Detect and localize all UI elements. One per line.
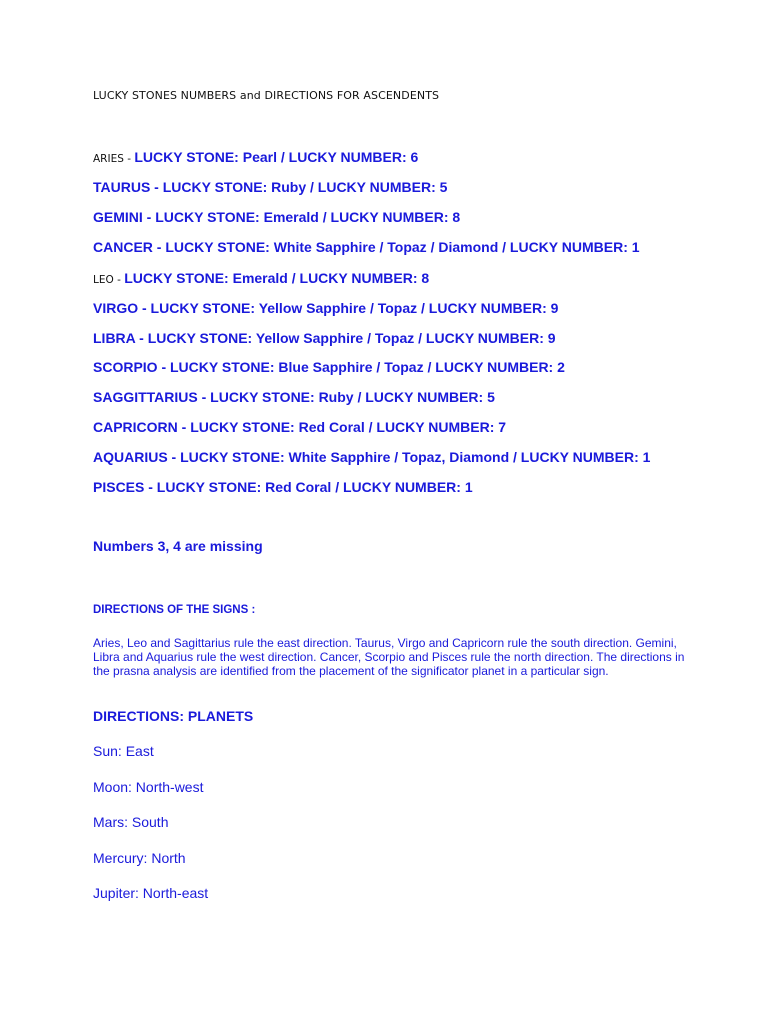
sign-text: SAGGITTARIUS - LUCKY STONE: Ruby / LUCKY NUMBER: 5 (93, 389, 495, 405)
sign-line-pisces (93, 479, 473, 495)
document-title: LUCKY STONES NUMBERS and DIRECTIONS FOR ASCENDENTS (93, 89, 440, 102)
sign-line-sagittarius (93, 389, 495, 405)
directions-paragraph: Aries, Leo and Sagittarius rule the east direction. Taurus, Virgo and Capricorn rule the south direction. Gemini, Libra and Aquarius rule the west direction. Cancer, Scorpio and Pisces rule the north direction. The directions in the prasna analysis are identified from the placement of the significator planet in a particular sign. (93, 636, 685, 678)
missing-numbers-note: Numbers 3, 4 are missing (93, 538, 263, 554)
sign-line-taurus (93, 179, 447, 195)
sign-line-capricorn (93, 419, 506, 435)
sign-line-gemini (93, 209, 460, 225)
sign-text: CANCER - LUCKY STONE: White Sapphire / Topaz / Diamond / LUCKY NUMBER: 1 (93, 239, 640, 255)
sign-text: LUCKY STONE: Pearl / LUCKY NUMBER: 6 (134, 149, 419, 165)
sign-text: VIRGO - LUCKY STONE: Yellow Sapphire / Topaz / LUCKY NUMBER: 9 (93, 300, 559, 316)
sign-line-scorpio (93, 359, 565, 375)
sign-line-aquarius (93, 449, 650, 465)
sign-text: AQUARIUS - LUCKY STONE: White Sapphire / Topaz, Diamond / LUCKY NUMBER: 1 (93, 449, 651, 465)
sign-line-aries (93, 149, 418, 165)
sign-prefix: ARIES - (93, 153, 135, 165)
sign-text: LUCKY STONE: Emerald / LUCKY NUMBER: 8 (124, 270, 430, 286)
planet-direction-moon: Moon: North-west (93, 779, 204, 795)
sign-text: PISCES - LUCKY STONE: Red Coral / LUCKY NUMBER: 1 (93, 479, 473, 495)
planets-heading: DIRECTIONS: PLANETS (93, 708, 254, 724)
directions-heading: DIRECTIONS OF THE SIGNS : (93, 604, 256, 616)
planet-direction-sun: Sun: East (93, 743, 154, 759)
planet-direction-mercury: Mercury: North (93, 850, 186, 866)
sign-text: SCORPIO - LUCKY STONE: Blue Sapphire / Topaz / LUCKY NUMBER: 2 (93, 359, 565, 375)
sign-line-virgo (93, 300, 558, 316)
sign-line-cancer (93, 239, 640, 255)
sign-text: TAURUS - LUCKY STONE: Ruby / LUCKY NUMBER: 5 (93, 179, 448, 195)
sign-prefix: LEO - (93, 274, 125, 286)
sign-text: CAPRICORN - LUCKY STONE: Red Coral / LUCKY NUMBER: 7 (93, 419, 507, 435)
sign-text: LIBRA - LUCKY STONE: Yellow Sapphire / Topaz / LUCKY NUMBER: 9 (93, 330, 556, 346)
sign-line-leo (93, 270, 429, 286)
planet-direction-mars: Mars: South (93, 814, 169, 830)
sign-text: GEMINI - LUCKY STONE: Emerald / LUCKY NUMBER: 8 (93, 209, 461, 225)
planet-direction-jupiter: Jupiter: North-east (93, 885, 209, 901)
sign-line-libra (93, 330, 556, 346)
